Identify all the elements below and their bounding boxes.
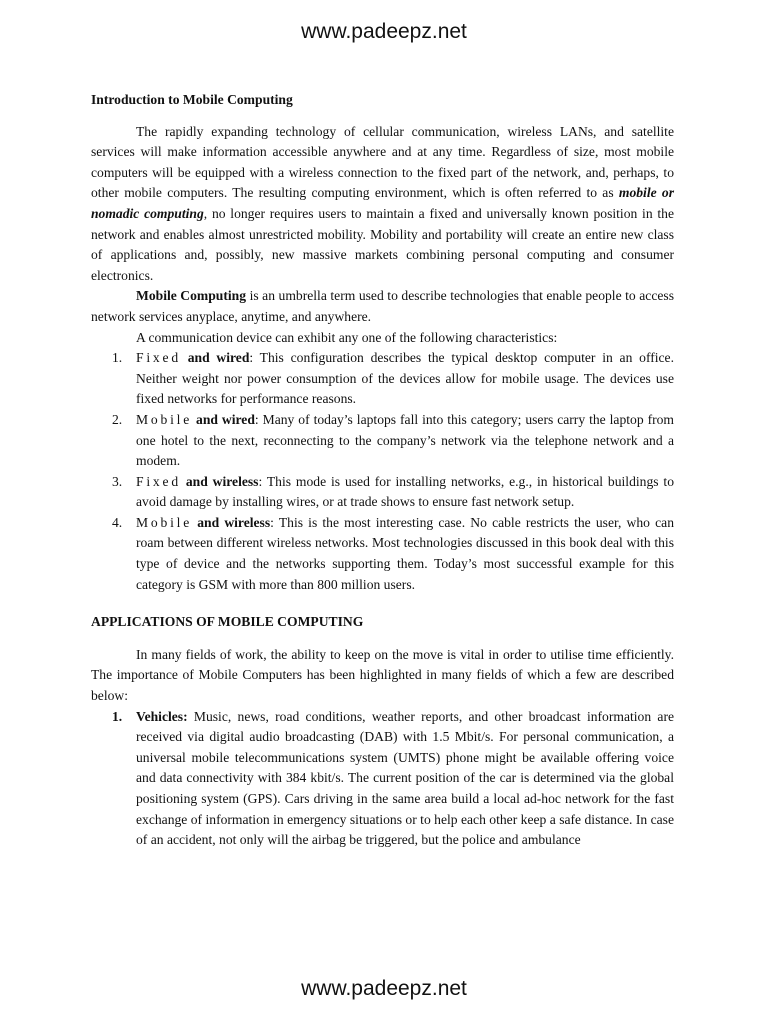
- list-item-bold: and wired: [196, 411, 255, 427]
- applications-intro: In many fields of work, the ability to keep on the move is vital in order to utilise time efficiently. The importance of Mobile Computers has been highlighted in many fields of which a few are described below:: [91, 646, 674, 704]
- list-item-bold: and wireless: [197, 514, 271, 530]
- section-title-applications: APPLICATIONS OF MOBILE COMPUTING: [91, 614, 364, 630]
- list-item-keyword: Fixed: [136, 473, 181, 489]
- definition-paragraph-text: is an umbrella term used to describe technologies that enable people to access network services anyplace, anytime, and anywhere.: [91, 288, 674, 324]
- list-item-bold: and wireless: [185, 473, 259, 489]
- mobile-nomadic-computing-term: mobile or nomadic computing: [91, 185, 674, 221]
- applications-list: [91, 707, 674, 851]
- list-item-text: : This mode is used for installing networks, e.g., in historical buildings to avoid damage by installing wires, or at trade shows to ensure fast network setup.: [136, 473, 674, 510]
- list-item-title: Vehicles:: [136, 708, 188, 724]
- characteristics-list: [91, 348, 674, 595]
- list-item-number: 4.: [112, 514, 123, 530]
- mobile-computing-term: Mobile Computing: [136, 288, 247, 304]
- list-item-number: 1.: [112, 708, 123, 724]
- list-item-keyword: Mobile: [136, 411, 193, 427]
- list-item: [91, 410, 674, 472]
- intro-paragraph-text-1: The rapidly expanding technology of cellular communication, wireless LANs, and satellite services will make information accessible anywhere and at any time. Regardless of size, most mobile computers will be equipped with a wireless connection to the fixed part of the network, and, perhaps, to other mobile computers. The resulting computing environment, which is often referred to as: [91, 123, 674, 201]
- definition-paragraph: [91, 286, 674, 327]
- site-footer: www.padeepz.net: [301, 977, 467, 1000]
- section-title-introduction: Introduction to Mobile Computing: [91, 92, 293, 107]
- list-item: [91, 513, 674, 595]
- list-item: [91, 707, 674, 851]
- document-body: [91, 90, 674, 851]
- characteristics-intro: A communication device can exhibit any one of the following characteristics:: [136, 329, 558, 345]
- intro-paragraph-text-2: , no longer requires users to maintain a fixed and universally known position in the network and enables almost unrestricted mobility. Mobility and portability will create an entire new class of applications and, possibly, new massive markets combining personal computing and consumer electronics.: [91, 205, 674, 283]
- site-header: www.padeepz.net: [301, 20, 467, 43]
- list-item: [91, 472, 674, 513]
- intro-paragraph: [91, 122, 674, 287]
- list-item: [91, 348, 674, 410]
- list-item-bold: and wired: [187, 350, 250, 366]
- list-item-number: 2.: [112, 411, 123, 427]
- list-item-text: : This is the most interesting case. No cable restricts the user, who can roam between different wireless networks. Most technologies discussed in this book deal with this type of device and the networks supporting them. Today’s most successful example for this category is GSM with more than 800 million users.: [136, 514, 674, 592]
- list-item-text: Music, news, road conditions, weather reports, and other broadcast information are received via digital audio broadcasting (DAB) with 1.5 Mbit/s. For personal communication, a universal mobile telecommunications system (UMTS) phone might be available offering voice and data connectivity with 384 kbit/s. The current position of the car is determined via the global positioning system (GPS). Cars driving in the same area build a local ad-hoc network for the fast exchange of information in emergency situations or to help each other keep a safe distance. In case of an accident, not only will the airbag be triggered, but the police and ambulance: [136, 708, 674, 848]
- list-item-keyword: Fixed: [136, 350, 181, 366]
- list-item-text: : This configuration describes the typical desktop computer in an office. Neither weight nor power consumption of the devices allow for mobile usage. The devices use fixed networks for performance reasons.: [136, 350, 674, 407]
- list-item-number: 1.: [112, 350, 123, 366]
- list-item-text: : Many of today’s laptops fall into this category; users carry the laptop from one hotel to the next, reconnecting to the company’s network via the telephone network and a modem.: [136, 411, 675, 469]
- list-item-number: 3.: [112, 473, 123, 489]
- list-item-keyword: Mobile: [136, 514, 193, 530]
